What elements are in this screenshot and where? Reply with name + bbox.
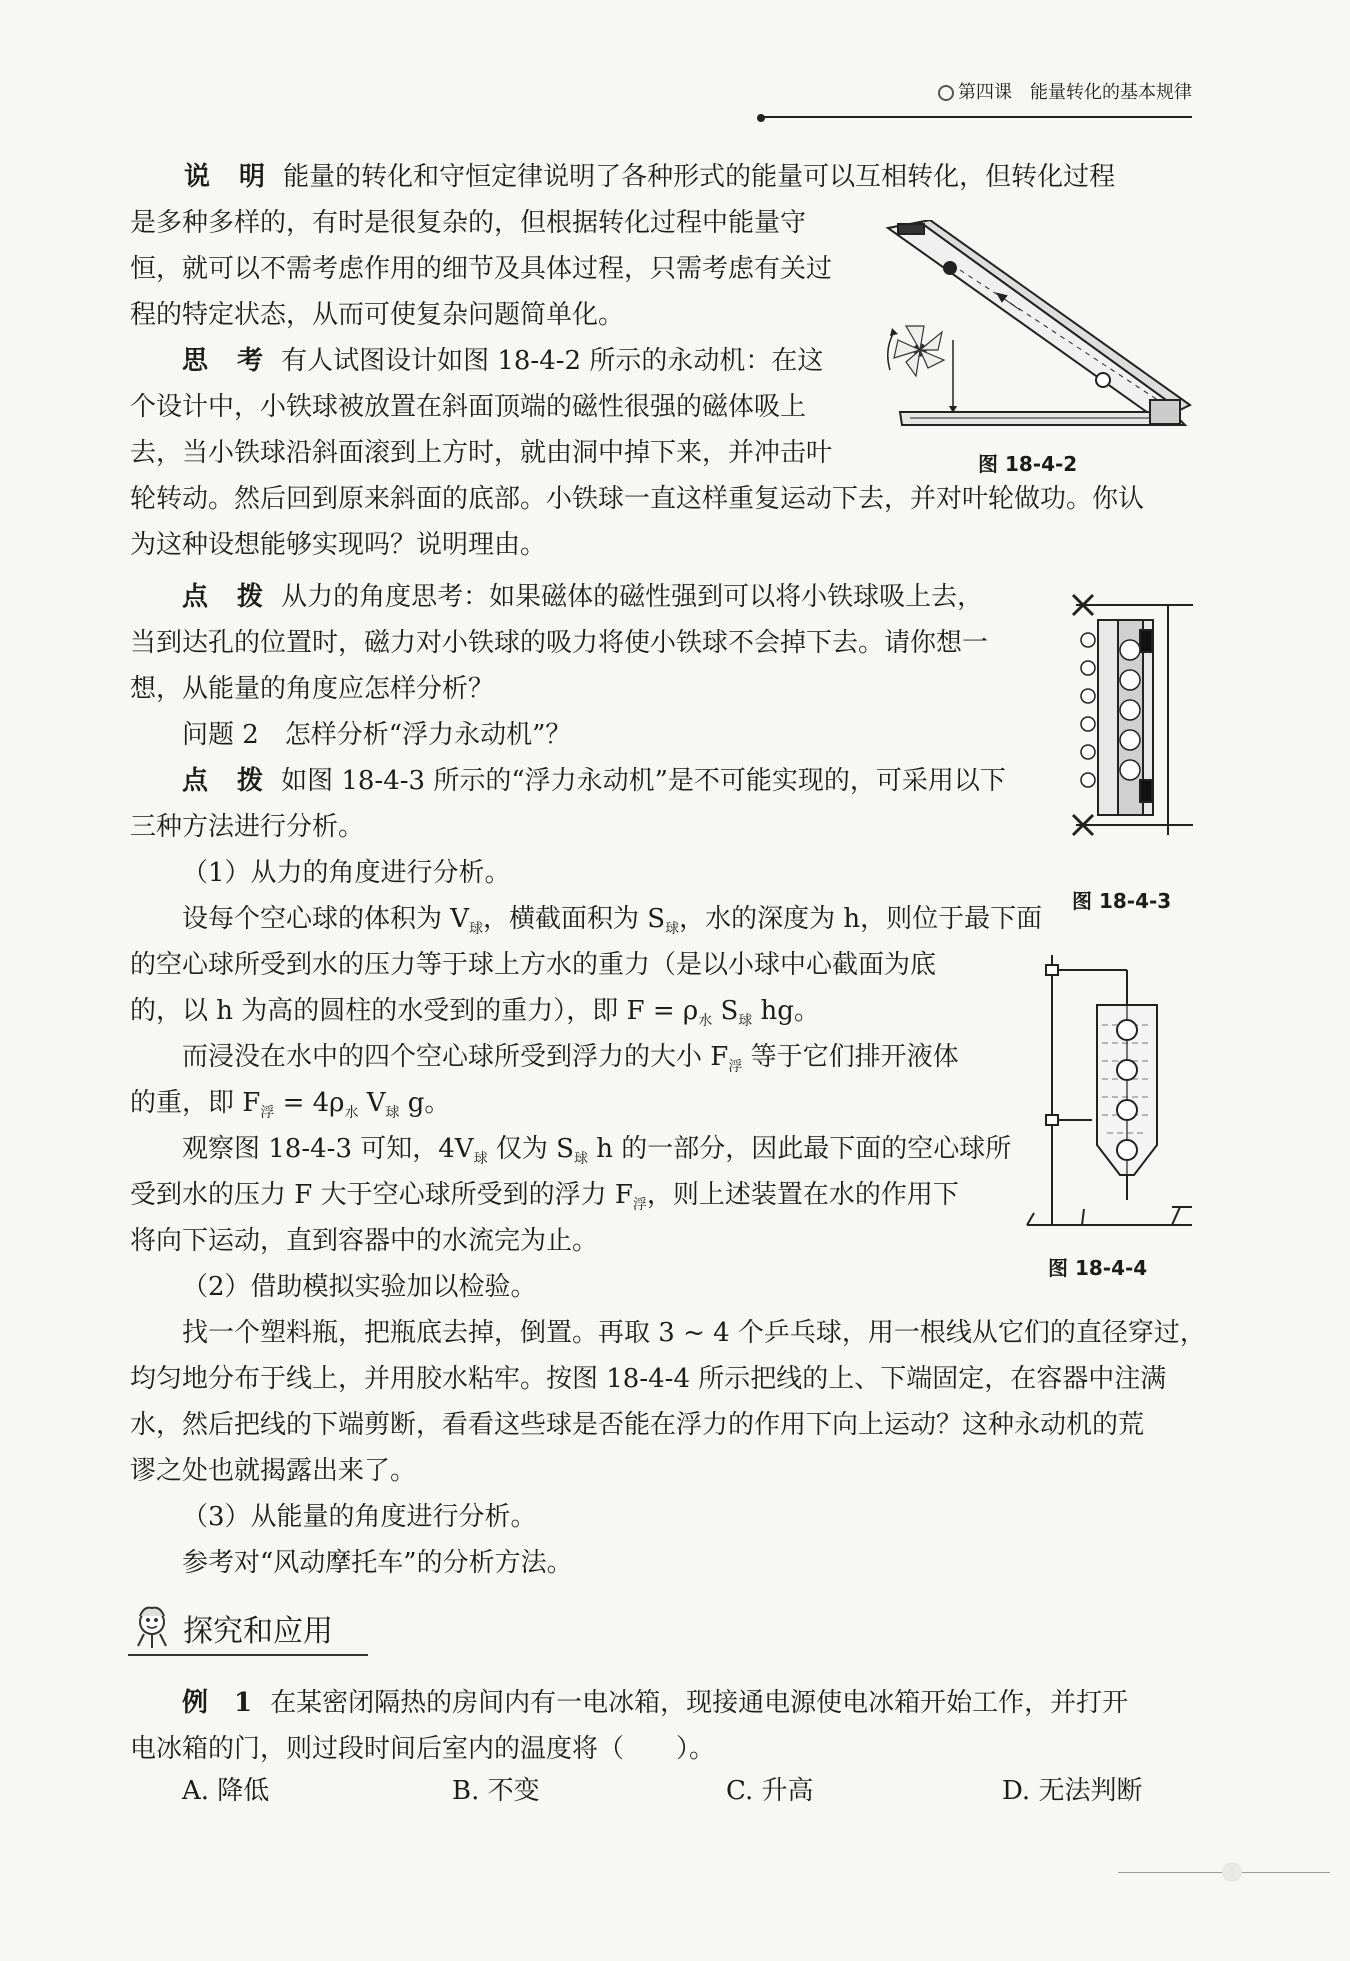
figure-18-4-3 — [1068, 590, 1198, 840]
subscript: 球 — [385, 1105, 400, 1121]
section-rule — [128, 1654, 368, 1656]
text-line: 当到达孔的位置时，磁力对小铁球的吸力将使小铁球不会掉下去。请你想一 — [130, 628, 989, 658]
text-line: 轮转动。然后回到原来斜面的底部。小铁球一直这样重复运动下去，并对叶轮做功。你认 — [130, 484, 1145, 514]
circle-bullet-icon — [938, 85, 954, 101]
example-line — [182, 1680, 1128, 1726]
question-2: 问题 2 怎样分析“浮力永动机”？ — [182, 720, 572, 750]
subscript: 球 — [469, 921, 484, 937]
text: ，水的深度为 h，则位于最下面 — [679, 904, 1043, 934]
figure-caption: 图 18-4-2 — [978, 452, 1078, 476]
header-rule-dot — [757, 114, 765, 122]
text: = 4ρ — [274, 1088, 345, 1118]
figure-caption: 图 18-4-4 — [1048, 1256, 1148, 1280]
text-line — [182, 574, 983, 620]
option-a: A. 降低 — [182, 1776, 270, 1806]
text: hg。 — [752, 996, 820, 1026]
text-line: 想，从能量的角度应怎样分析？ — [130, 674, 495, 704]
text-line — [182, 758, 1006, 804]
label-shuoming: 说 明 — [184, 162, 276, 192]
subscript: 浮 — [728, 1059, 743, 1075]
section-heading — [128, 1600, 368, 1656]
page-number-badge — [1222, 1862, 1242, 1882]
text-line — [132, 154, 1192, 200]
text: 从力的角度思考：如果磁体的磁性强到可以将小铁球吸上去， — [281, 582, 984, 612]
text-line: 是多种多样的，有时是很复杂的，但根据转化过程中能量守 — [130, 208, 807, 238]
text: ，横截面积为 S — [483, 904, 666, 934]
header-rule — [760, 116, 1192, 118]
text-line: 程的特定状态，从而可使复杂问题简单化。 — [130, 300, 625, 330]
subscript: 球 — [738, 1013, 753, 1029]
text: S — [712, 996, 739, 1026]
label-dianbo: 点 拨 — [182, 766, 274, 796]
figure-caption: 图 18-4-3 — [1072, 889, 1172, 913]
text-line: 均匀地分布于线上，并用胶水粘牢。按图 18-4-4 所示把线的上、下端固定，在容器中注满 — [130, 1364, 1167, 1394]
page-header — [760, 78, 1192, 118]
text-line: 找一个塑料瓶，把瓶底去掉，倒置。再取 3 ~ 4 个乒乓球，用一根线从它们的直径穿过， — [182, 1318, 1206, 1348]
section-title: 探究和应用 — [183, 1614, 333, 1649]
text-line: 参考对“风动摩托车”的分析方法。 — [182, 1548, 573, 1578]
text-line: 恒，就可以不需考虑作用的细节及具体过程，只需考虑有关过 — [130, 254, 833, 284]
text: 而浸没在水中的四个空心球所受到浮力的大小 F — [182, 1042, 729, 1072]
label-dianbo: 点 拨 — [182, 582, 274, 612]
text-line: 个设计中，小铁球被放置在斜面顶端的磁性很强的磁体吸上 — [130, 392, 807, 422]
text: h 的一部分，因此最下面的空心球所 — [587, 1134, 1012, 1164]
text: 的，以 h 为高的圆柱的水受到的重力），即 F = ρ — [130, 996, 699, 1026]
text: g。 — [399, 1088, 451, 1118]
subscript: 球 — [473, 1151, 488, 1167]
figure-18-4-2 — [880, 220, 1195, 430]
subscript: 水 — [344, 1105, 359, 1121]
option-c: C. 升高 — [726, 1776, 814, 1806]
example-label: 例 1 — [182, 1688, 253, 1718]
text: 观察图 18-4-3 可知，4V — [182, 1134, 474, 1164]
text-line: 谬之处也就揭露出来了。 — [130, 1456, 417, 1486]
header-title: 能量转化的基本规律 — [1030, 82, 1192, 103]
text-line: 三种方法进行分析。 — [130, 812, 365, 842]
text: 在某密闭隔热的房间内有一电冰箱，现接通电源使电冰箱开始工作，并打开 — [270, 1688, 1129, 1718]
method-1: （1）从力的角度进行分析。 — [182, 858, 511, 888]
text: 如图 18-4-3 所示的“浮力永动机”是不可能实现的，可采用以下 — [281, 766, 1006, 796]
text: 等于它们排开液体 — [742, 1042, 959, 1072]
text-line: 去，当小铁球沿斜面滚到上方时，就由洞中掉下来，并冲击叶 — [130, 438, 833, 468]
text-line: 的空心球所受到水的压力等于球上方水的重力（是以小球中心截面为底 — [130, 950, 937, 980]
subscript: 水 — [698, 1013, 713, 1029]
text-line: 将向下运动，直到容器中的水流完为止。 — [130, 1226, 599, 1256]
text: 能量的转化和守恒定律说明了各种形式的能量可以互相转化，但转化过程 — [283, 162, 1116, 192]
option-b: B. 不变 — [452, 1776, 540, 1806]
text-line: 为这种设想能够实现吗？说明理由。 — [130, 530, 547, 560]
method-2: （2）借助模拟实验加以检验。 — [182, 1272, 537, 1302]
header-lesson: 第四课 — [958, 82, 1012, 103]
text: 仅为 S — [487, 1134, 574, 1164]
text: 有人试图设计如图 18-4-2 所示的永动机：在这 — [281, 346, 824, 376]
example-line: 电冰箱的门，则过段时间后室内的温度将（ ）。 — [130, 1734, 716, 1764]
text: ，则上述装置在水的作用下 — [646, 1180, 959, 1210]
option-d: D. 无法判断 — [1002, 1776, 1143, 1806]
subscript: 浮 — [260, 1105, 275, 1121]
text-line — [182, 338, 823, 384]
method-3: （3）从能量的角度进行分析。 — [182, 1502, 537, 1532]
text: 的重，即 F — [130, 1088, 261, 1118]
mascot-icon — [128, 1602, 176, 1650]
text: 设每个空心球的体积为 V — [182, 904, 470, 934]
subscript: 球 — [665, 921, 680, 937]
text: V — [358, 1088, 386, 1118]
figure-18-4-4 — [1022, 945, 1197, 1235]
subscript: 球 — [573, 1151, 588, 1167]
text: 受到水的压力 F 大于空心球所受到的浮力 F — [130, 1180, 633, 1210]
impeller-icon — [894, 326, 944, 376]
subscript: 浮 — [632, 1197, 647, 1213]
label-sikao: 思 考 — [182, 346, 274, 376]
text-line: 水，然后把线的下端剪断，看看这些球是否能在浮力的作用下向上运动？这种永动机的荒 — [130, 1410, 1145, 1440]
